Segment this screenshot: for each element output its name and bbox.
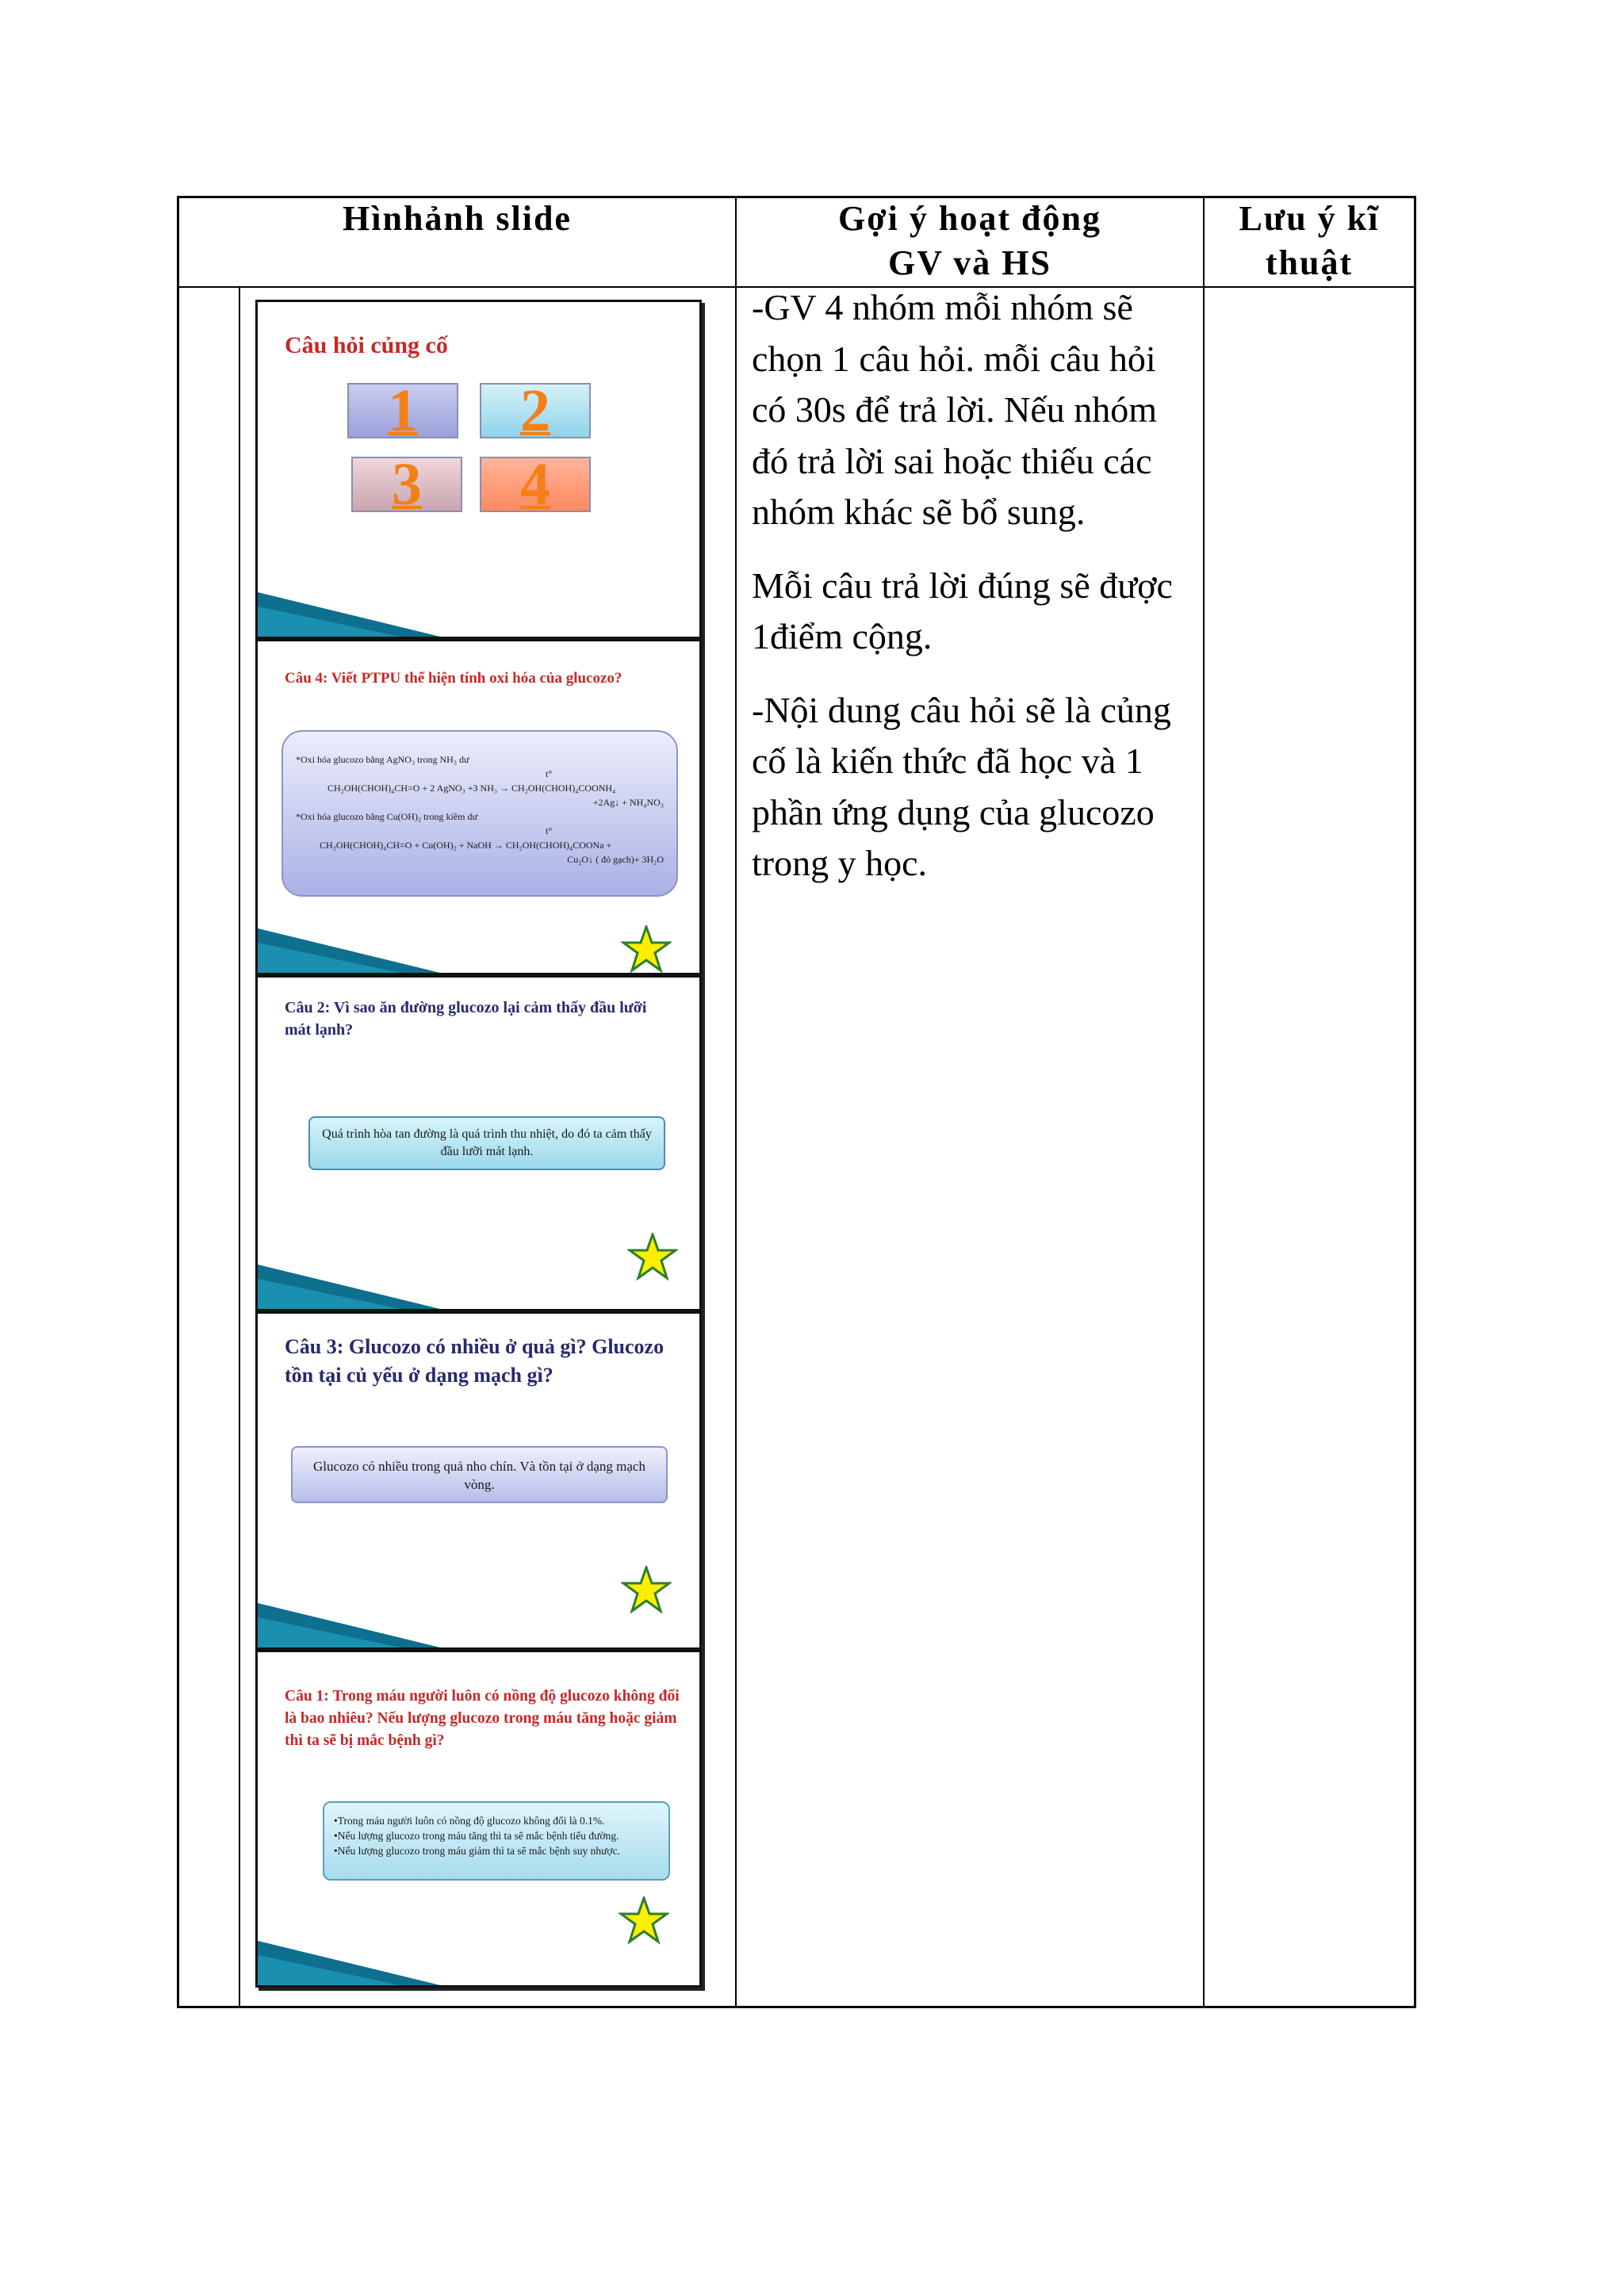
slide-question-4	[255, 639, 702, 975]
slide-corner-decoration	[258, 919, 440, 973]
guide-paragraph-3: -Nội dung câu hỏi sẽ là củng cố là kiến thức đã học và 1 phần ứng dụng của glucozo trong y học.	[752, 689, 1171, 883]
slide-title: Câu 2: Vì sao ăn đường glucozo lại cảm thấy đầu lưỡi mát lạnh?	[285, 999, 647, 1039]
slide-title: Câu hỏi củng cố	[285, 332, 448, 358]
activity-guide	[752, 282, 1196, 912]
header-technical-note: Lưu ý kĩ thuật	[1239, 199, 1380, 282]
list-item: •Nếu lượng glucozo trong máu giảm thì ta sẽ mắc bệnh suy nhược.	[334, 1845, 620, 1857]
slide-corner-decoration	[258, 583, 440, 637]
slide-question-3	[255, 1311, 702, 1650]
question-tile-1[interactable]: 1	[347, 383, 458, 438]
answer-box: Glucozo có nhiều trong quả nho chín. Và tồn tại ở dạng mạch vòng.	[291, 1446, 668, 1503]
slide-corner-decoration	[258, 1594, 440, 1647]
question-tile-4[interactable]: 4	[480, 457, 591, 512]
slide-question-1	[255, 1650, 702, 1988]
guide-paragraph-1: -GV 4 nhóm mỗi nhóm sẽ chọn 1 câu hỏi. mỗi câu hỏi có 30s để trả lời. Nếu nhóm đó trả lời sai hoặc thiếu các nhóm khác sẽ bổ sung.	[752, 287, 1158, 532]
table-right-border	[1414, 196, 1416, 2008]
header-activity: Gợi ý hoạt động GV và HS	[838, 199, 1101, 282]
answer-box	[282, 730, 678, 897]
guide-paragraph-2: Mỗi câu trả lời đúng sẽ được 1điểm cộng.	[752, 564, 1173, 656]
slide-title: Câu 4: Viết PTPU thể hiện tính oxi hóa của glucozo?	[285, 670, 622, 687]
slide-corner-decoration	[258, 1255, 440, 1309]
question-tile-3[interactable]: 3	[351, 457, 462, 512]
star-icon	[627, 1233, 678, 1280]
answer-box: Quá trình hòa tan đường là quá trình thu nhiệt, do đó ta cảm thấy đầu lưỡi mát lạnh.	[308, 1116, 665, 1170]
col-divider-2	[1203, 196, 1205, 2008]
slide-corner-decoration	[258, 1931, 440, 1985]
star-icon	[621, 925, 672, 973]
list-item: •Trong máu người luôn có nồng độ glucozo không đổi là 0.1%.	[334, 1815, 605, 1827]
star-icon	[621, 1566, 672, 1613]
star-icon	[619, 1896, 669, 1944]
col-divider-1	[735, 196, 737, 2008]
answer-box	[323, 1801, 670, 1881]
slide-title: Câu 1: Trong máu người luôn có nồng độ glucozo không đổi là bao nhiêu? Nếu lượng glucozo trong máu tăng hoặc giảm thì ta sẽ bị mắc bệnh gì?	[285, 1688, 680, 1749]
slide-review-questions	[255, 300, 702, 639]
list-item: •Nếu lượng glucozo trong máu tăng thì ta sẽ mắc bệnh tiểu đường.	[334, 1830, 619, 1842]
slide-title: Câu 3: Glucozo có nhiều ở quả gì? Glucozo tồn tại củ yếu ở dạng mạch gì?	[285, 1335, 665, 1387]
question-tile-2[interactable]: 2	[480, 383, 591, 438]
header-image-slide: Hìnhảnh slide	[343, 199, 572, 238]
slide-question-2	[255, 975, 702, 1311]
table-bottom-border	[177, 2006, 1415, 2008]
table-left-border	[177, 196, 179, 2008]
inner-narrow-border	[239, 286, 240, 2007]
answer-list	[334, 1813, 661, 1858]
chem-equations: *Oxi hóa glucozo bằng AgNO₃ trong NH₃ dư t° CH₂OH(CHOH)₄CH=O + 2 AgNO₃ +3 NH₃ → CH₂OH(CHOH)₄COONH₄ +2Ag↓ + NH₄NO₃ *Oxi hóa glucozo bằng Cu(OH)₂ trong kiềm dư t° CH₂OH(CHOH)₄CH=O + Cu(OH)₂ + NaOH → CH₂OH(CHOH)₄COONa + Cu₂O↓ ( đỏ gạch)+ 3H₂O	[296, 754, 664, 865]
